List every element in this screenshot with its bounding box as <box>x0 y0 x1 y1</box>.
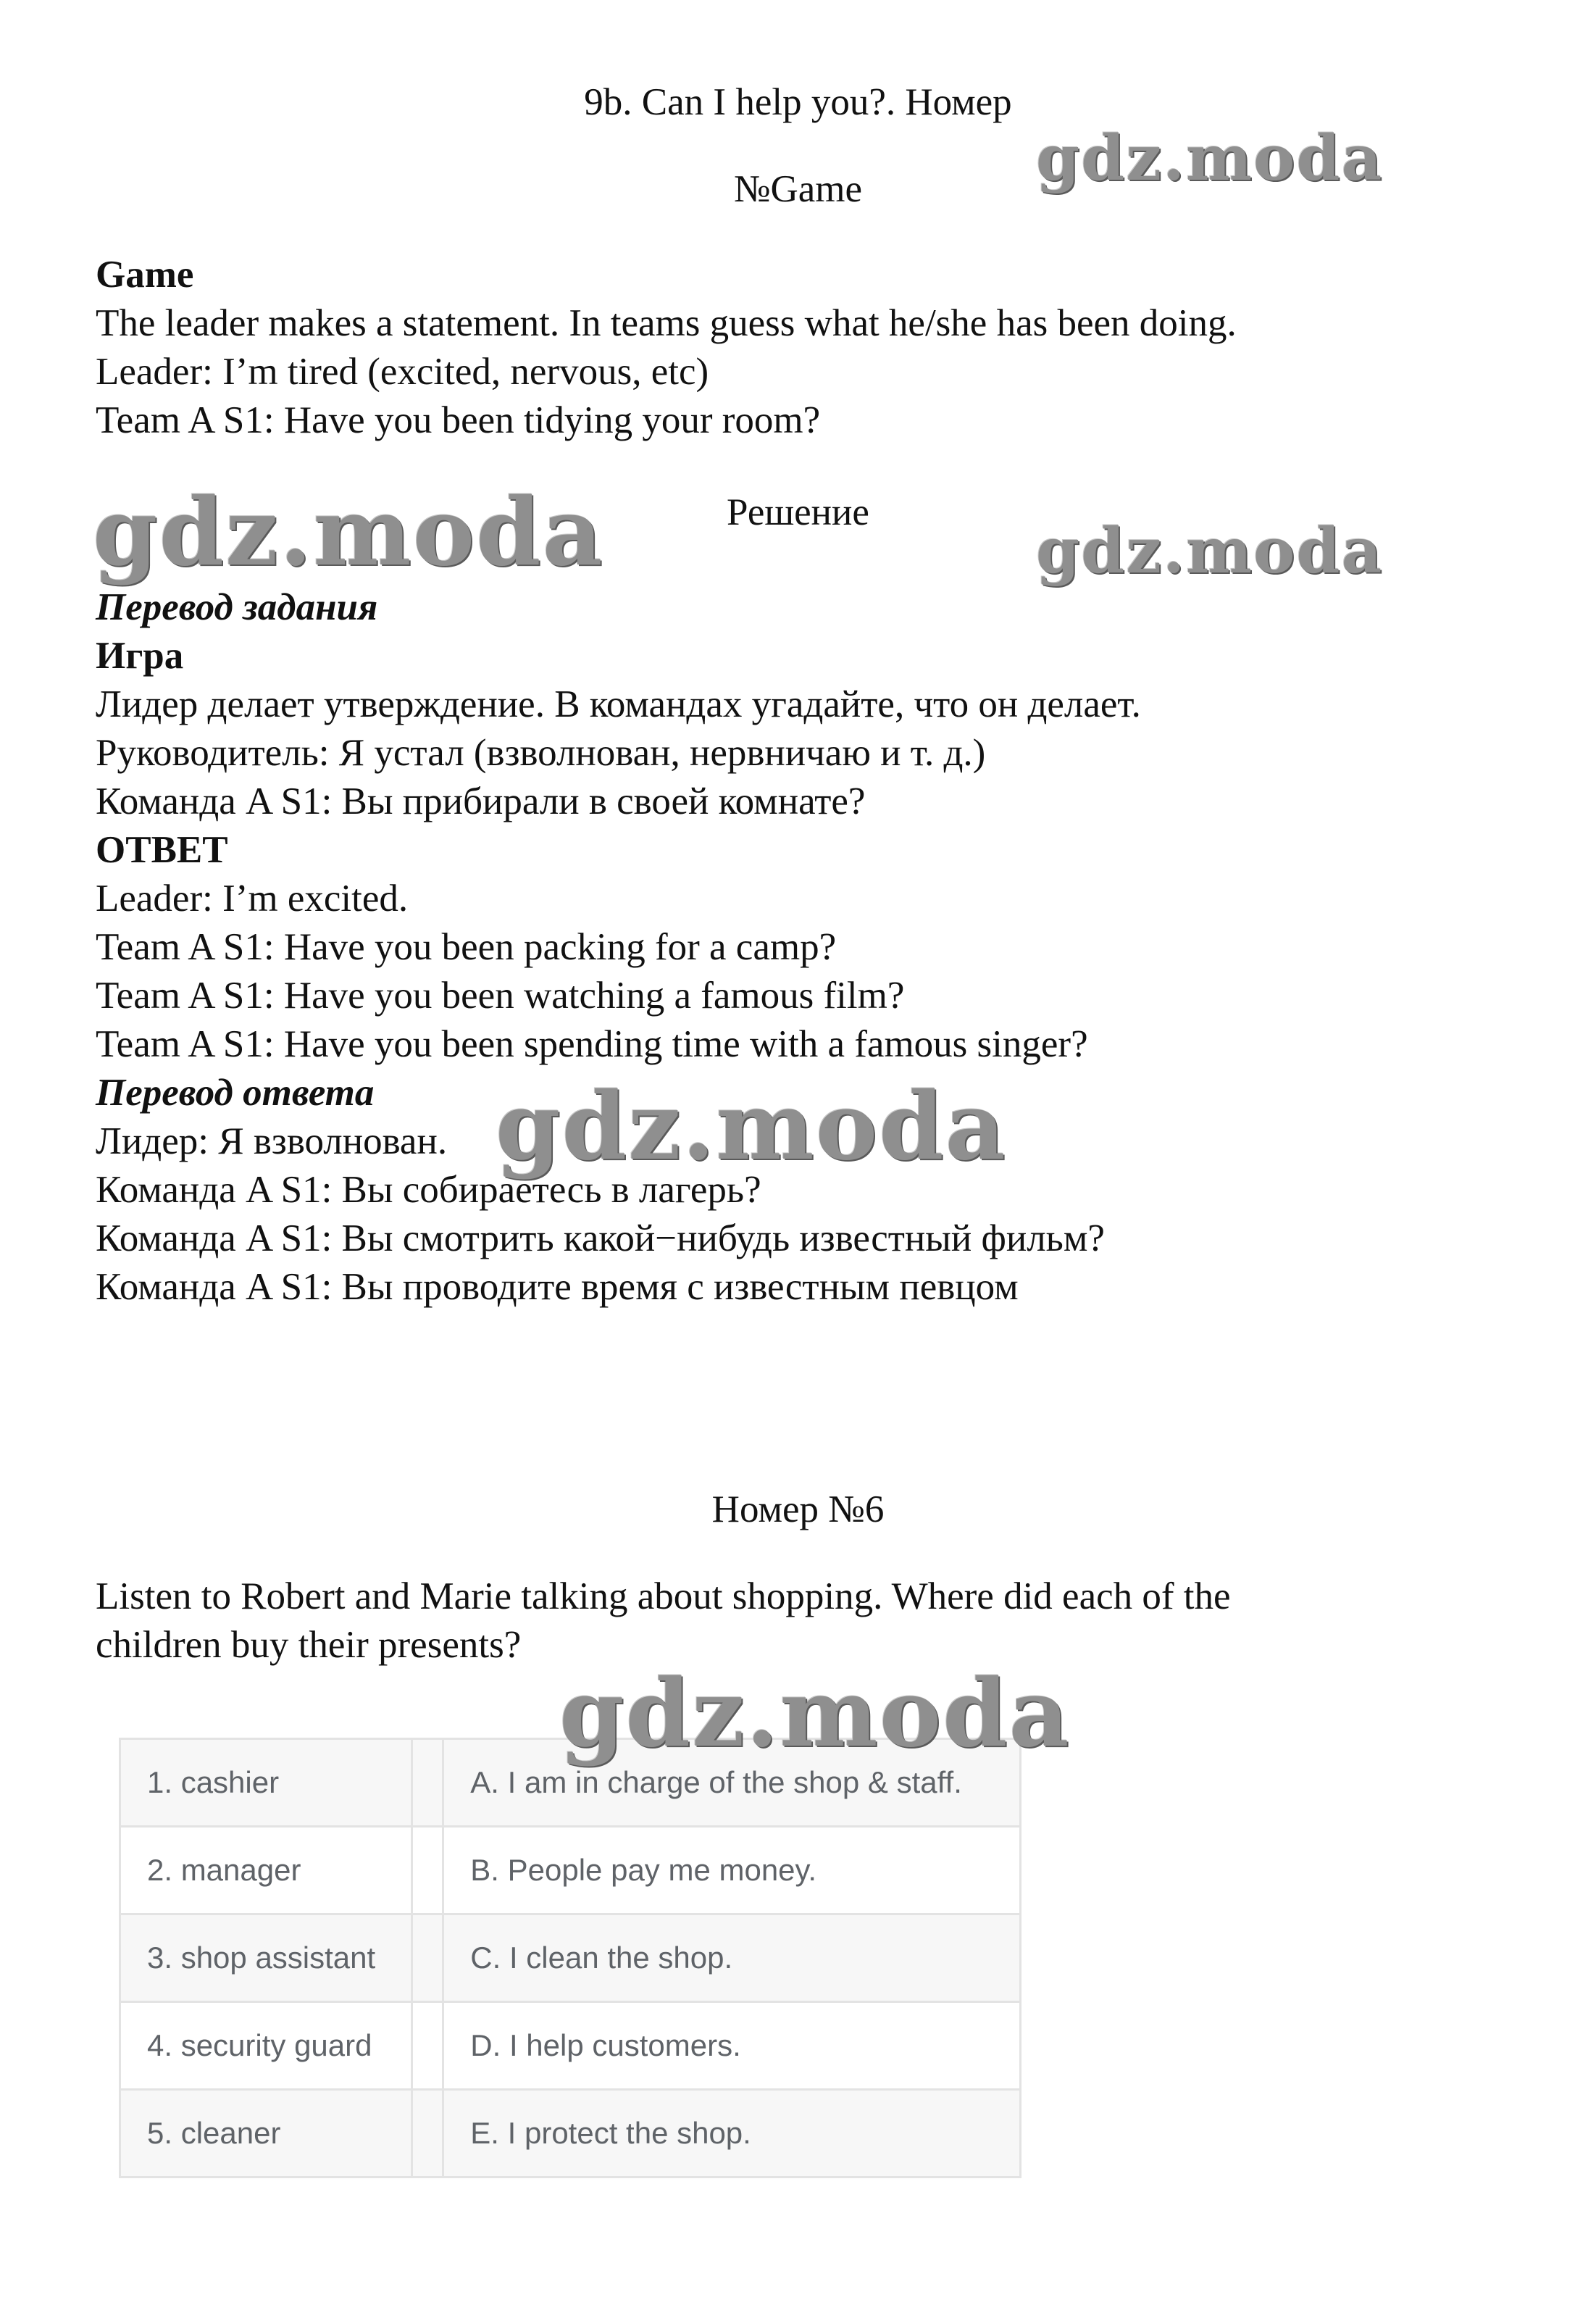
translation-line-2: Руководитель: Я устал (взволнован, нервничаю и т. д.) <box>96 732 986 774</box>
table-row <box>120 2090 1021 2177</box>
table-cell-blank <box>411 2090 443 2177</box>
watermark: gdz.moda <box>1036 122 1384 195</box>
table-cell-blank <box>411 1914 443 2002</box>
table-cell-blank <box>411 1827 443 1914</box>
exercise-6-instruction-2: children buy their presents? <box>96 1624 522 1666</box>
watermark: gdz.moda <box>1036 514 1384 588</box>
watermark: gdz.moda <box>93 478 604 587</box>
translation-line-3: Команда A S1: Вы прибирали в своей комнате? <box>96 780 866 822</box>
answer-line-1: Leader: I’m excited. <box>96 878 409 920</box>
answer-line-4: Team A S1: Have you been spending time with a famous singer? <box>96 1023 1088 1065</box>
table-cell-blank <box>411 2002 443 2090</box>
matching-table <box>119 1738 1021 2178</box>
table-cell-description: B. People pay me money. <box>443 1827 1021 1914</box>
table-row <box>120 1914 1021 2002</box>
answer-line-3: Team A S1: Have you been watching a famous film? <box>96 975 905 1017</box>
table-row <box>120 1827 1021 1914</box>
table-cell-description: E. I protect the shop. <box>443 2090 1021 2177</box>
watermark: gdz.moda <box>559 1659 1071 1768</box>
answer-translation-line-4: Команда A S1: Вы проводите время с известным певцом <box>96 1266 1019 1308</box>
table-cell-description: A. I am in charge of the shop & staff. <box>443 1739 1021 1827</box>
table-cell-role: 5. cleaner <box>120 2090 412 2177</box>
answer-translation-line-3: Команда A S1: Вы смотрить какой−нибудь известный фильм? <box>96 1217 1105 1259</box>
translation-heading: Перевод задания <box>96 586 378 628</box>
answer-translation-heading: Перевод ответа <box>96 1072 375 1114</box>
answer-line-2: Team A S1: Have you been packing for a camp? <box>96 926 837 968</box>
exercise-6-title: Номер №6 <box>711 1488 885 1530</box>
solution-label: Решение <box>727 491 869 533</box>
table-cell-blank <box>411 1739 443 1827</box>
table-cell-description: D. I help customers. <box>443 2002 1021 2090</box>
task-heading: Game <box>96 254 194 296</box>
translation-line-1: Лидер делает утверждение. В командах угадайте, что он делает. <box>96 683 1141 725</box>
table-cell-description: C. I clean the shop. <box>443 1914 1021 2002</box>
exercise-6-instruction-1: Listen to Robert and Marie talking about shopping. Where did each of the <box>96 1575 1231 1617</box>
task-line-3: Team A S1: Have you been tidying your room? <box>96 399 821 441</box>
watermark: gdz.moda <box>496 1072 1007 1181</box>
page-subtitle: №Game <box>733 168 863 210</box>
answer-translation-line-1: Лидер: Я взволнован. <box>96 1120 448 1162</box>
answer-translation-line-2: Команда A S1: Вы собираетесь в лагерь? <box>96 1169 761 1211</box>
table-cell-role: 4. security guard <box>120 2002 412 2090</box>
table-cell-role: 3. shop assistant <box>120 1914 412 2002</box>
table-cell-role: 1. cashier <box>120 1739 412 1827</box>
answer-heading: ОТВЕТ <box>96 829 228 871</box>
table-cell-role: 2. manager <box>120 1827 412 1914</box>
task-line-2: Leader: I’m tired (excited, nervous, etc) <box>96 351 709 393</box>
game-heading: Игра <box>96 635 184 677</box>
page-title: 9b. Can I help you?. Номер <box>584 81 1012 123</box>
table-row <box>120 2002 1021 2090</box>
task-line-1: The leader makes a statement. In teams guess what he/she has been doing. <box>96 302 1237 344</box>
